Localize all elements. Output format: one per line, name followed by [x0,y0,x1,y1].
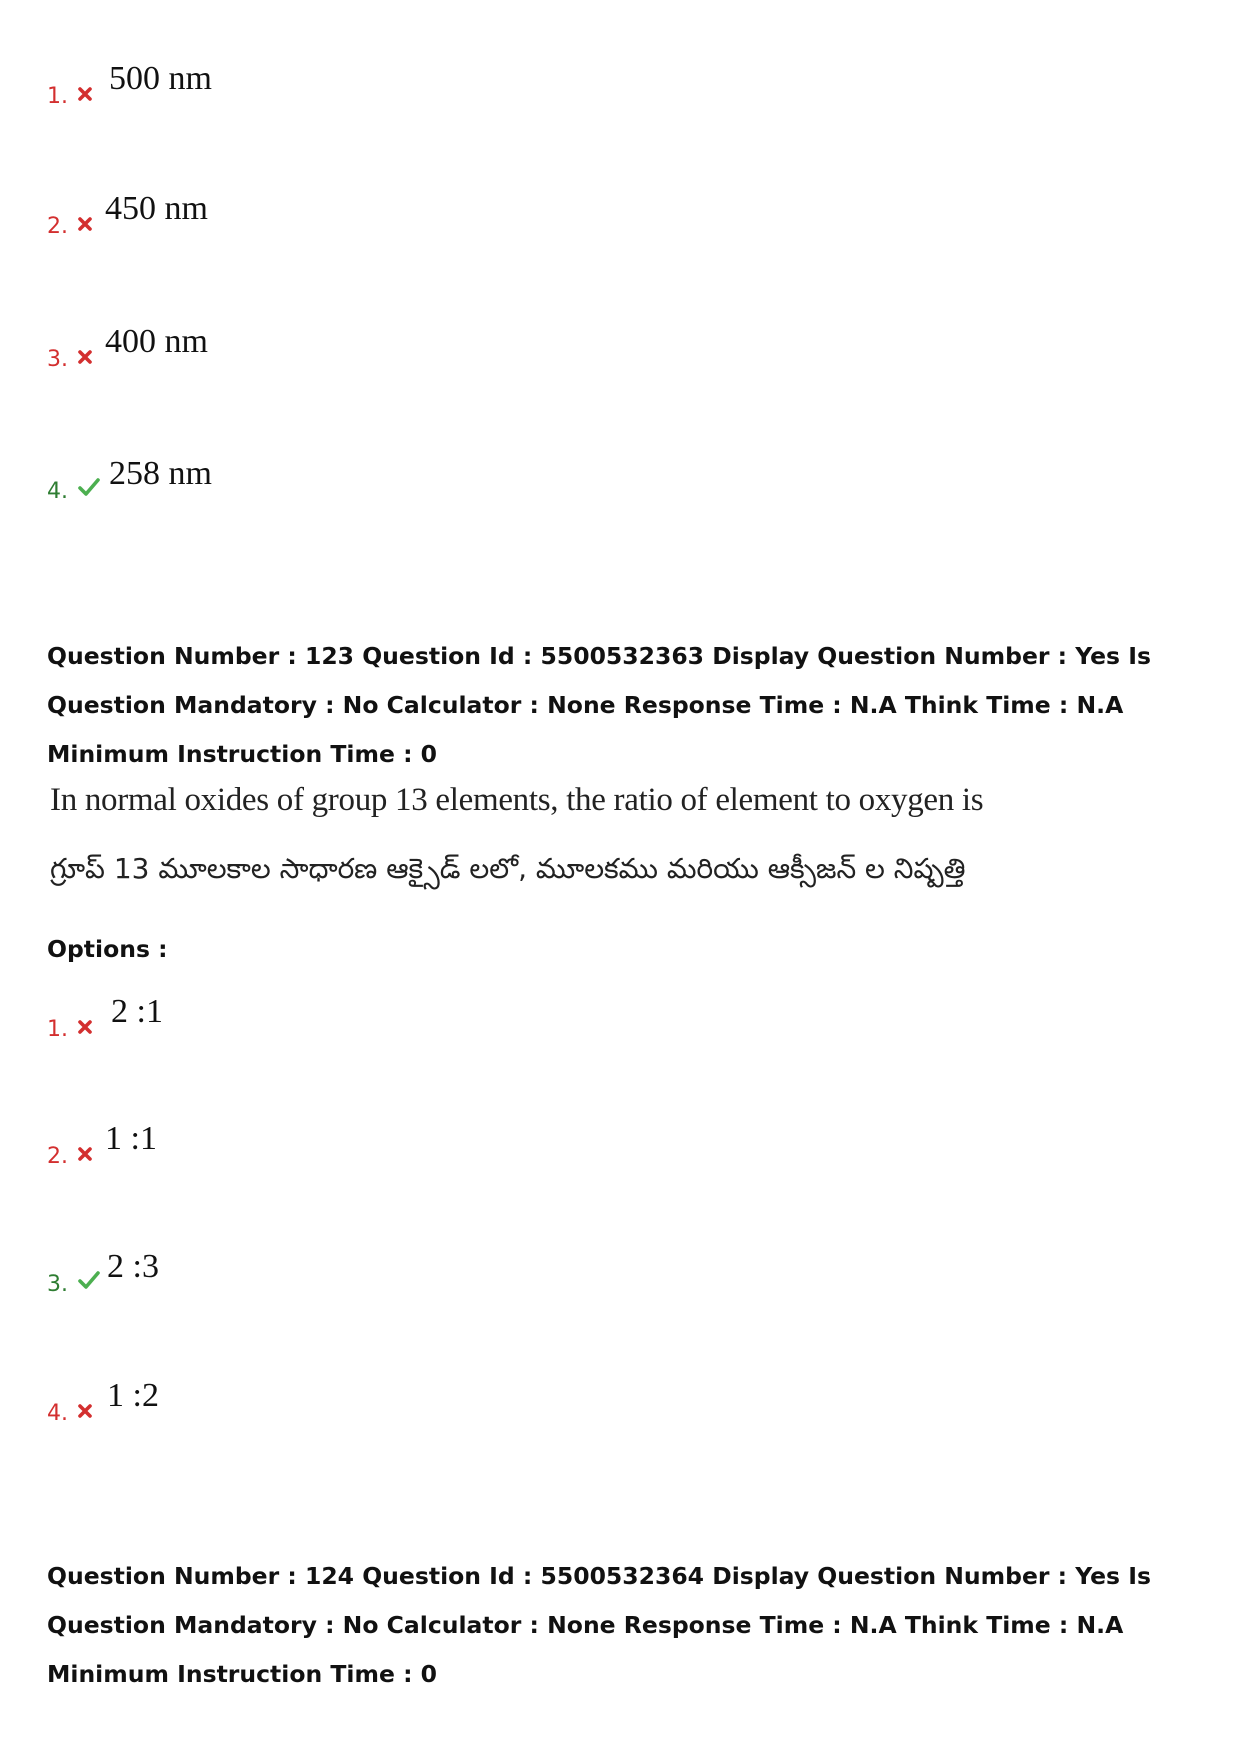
option-value: 500 nm [109,60,212,97]
option-number: 4. [47,1401,68,1426]
question-text-telugu: గ్రూప్ 13 మూలకాల సాధారణ ఆక్సైడ్ లలో, మూలకము మరియు ఆక్సీజన్ ల నిష్పత్తి [50,852,966,885]
question-text-english: In normal oxides of group 13 elements, the ratio of element to oxygen is [50,782,984,818]
option-value: 1 :1 [105,1120,157,1157]
option-value: 450 nm [105,190,208,227]
prev-option-1 [47,60,447,120]
cross-icon [77,1019,93,1039]
options-label: Options : [47,935,168,963]
option-value: 258 nm [109,455,212,492]
option-number: 2. [47,214,68,239]
prev-option-2 [47,190,447,250]
option-number: 3. [47,1272,68,1297]
option-value: 1 :2 [107,1377,159,1414]
option-number: 1. [47,84,68,109]
option-value: 2 :1 [111,993,163,1030]
option-value: 400 nm [105,323,208,360]
option-1 [47,993,447,1053]
option-number: 2. [47,1144,68,1169]
option-number: 3. [47,347,68,372]
prev-option-4 [47,455,447,515]
option-2 [47,1120,447,1180]
question-meta-123: Question Number : 123 Question Id : 5500532363 Display Question Number : Yes Is Question Mandatory : No Calculator : None Response Time : N.A Think Time : N.A Minimum Instruction Time : 0 [47,642,1151,768]
cross-icon [77,349,93,369]
option-4 [47,1377,447,1437]
cross-icon [77,1403,93,1423]
option-value: 2 :3 [107,1248,159,1285]
question-meta-124: Question Number : 124 Question Id : 5500532364 Display Question Number : Yes Is Question Mandatory : No Calculator : None Response Time : N.A Think Time : N.A Minimum Instruction Time : 0 [47,1562,1151,1688]
check-icon [77,477,101,501]
cross-icon [77,1146,93,1166]
cross-icon [77,216,93,236]
option-number: 4. [47,479,68,504]
option-3 [47,1248,447,1308]
option-number: 1. [47,1017,68,1042]
cross-icon [77,86,93,106]
prev-option-3 [47,323,447,383]
check-icon [77,1270,101,1294]
